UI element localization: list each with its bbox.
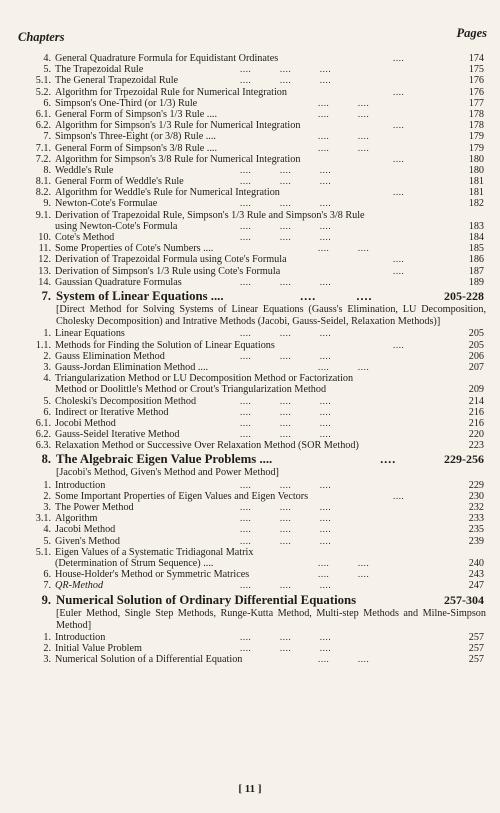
leader-dots: .... .... .... <box>240 631 332 642</box>
page-number-ref: 176 <box>468 75 484 87</box>
pages-heading: Pages <box>456 26 487 40</box>
section-number: 6.3. <box>35 440 51 452</box>
section-title: Gauss Elimination Method <box>55 350 165 362</box>
section-number: 11. <box>38 243 51 255</box>
section-title: General Quadrature Formula for Equidistant Ordinates <box>55 53 279 64</box>
section-title: House-Holder's Method or Symmetric Matrices <box>55 569 250 581</box>
section-number: 2. <box>43 350 51 362</box>
section-number: 1. <box>43 631 51 643</box>
page-number-ref: 187 <box>468 265 484 277</box>
section-title: Eigen Values of a Systematic Tridiagonal Matrix <box>55 546 254 558</box>
page-number-ref: 229 <box>468 479 484 491</box>
section-number: 6.2. <box>35 120 51 132</box>
section-row <box>0 254 500 265</box>
section-title: Introduction <box>55 631 106 643</box>
section-title: Jacobi Method <box>55 524 116 536</box>
page-number-ref: 178 <box>468 108 484 120</box>
section-title: Choleski's Decomposition Method <box>55 395 197 407</box>
section-row <box>0 266 500 277</box>
page-number-ref: 184 <box>468 232 484 244</box>
page-number-ref: 220 <box>468 429 484 441</box>
section-row <box>0 643 500 654</box>
section-title: Relaxation Method or Successive Over Relaxation Method (SOR Method) <box>55 440 359 452</box>
section-row <box>0 131 500 142</box>
section-title: Derivation of Trapezoidal Rule, Simpson's 1/3 Rule and Simpson's 3/8 Rule <box>55 209 365 221</box>
section-title: General Form of Weddle's Rule <box>55 176 184 188</box>
leader-dots: .... .... .... <box>240 479 332 490</box>
section-row <box>0 154 500 165</box>
page-number-ref: 257 <box>468 631 484 643</box>
section-title: Algorithm for Trpezoidal Rule for Numerical Integration <box>55 86 287 98</box>
section-title: Indirect or Iterative Method <box>55 406 169 418</box>
section-row <box>0 340 500 351</box>
leader-dots: .... .... <box>318 569 370 580</box>
section-row <box>0 210 500 232</box>
page-number-ref: 183 <box>468 220 484 232</box>
section-number: 10. <box>38 232 51 244</box>
section-row <box>0 580 500 591</box>
section-number: 9. <box>41 592 51 607</box>
section-title: The General Trapezoidal Rule <box>55 75 179 87</box>
section-number: 5. <box>43 535 51 547</box>
leader-dots: .... <box>380 452 397 467</box>
section-number: 5. <box>43 64 51 76</box>
leader-dots: .... .... .... <box>240 429 332 440</box>
section-row <box>0 418 500 429</box>
page-number-ref: 257-304 <box>444 592 484 607</box>
page-number-ref: 233 <box>468 513 484 525</box>
leader-dots: .... .... .... <box>240 524 332 535</box>
chapter-description: [Direct Method for Solving Systems of Linear Equations (Gauss's Elimination, LU Decomposition, Cholesky Decomposition) and Intrative Methods (Jacobi, Gauss-Seidel, Relaxation Methods)] <box>56 303 486 328</box>
page-number-ref: 175 <box>468 64 484 76</box>
section-number: 7.2. <box>35 153 51 165</box>
section-title: Some Important Properties of Eigen Values and Eigen Vectors <box>55 490 309 502</box>
section-number: 4. <box>43 524 51 536</box>
section-row <box>0 64 500 75</box>
section-title-continued: using Newton-Cote's Formula <box>55 220 178 232</box>
leader-dots: .... .... <box>318 97 370 108</box>
section-title: QR-Method <box>55 580 104 592</box>
leader-dots: .... .... .... <box>240 350 332 361</box>
page-number-ref: 178 <box>468 120 484 132</box>
section-title: Gaussian Quadrature Formulas <box>55 276 182 288</box>
leader-dots: .... .... <box>318 142 370 153</box>
page-number-ref: 216 <box>468 406 484 418</box>
section-title: Algorithm <box>55 513 98 525</box>
section-number: 5. <box>43 395 51 407</box>
section-title: Simpson's Three-Eight (or 3/8) Rule .... <box>55 131 216 143</box>
section-number: 4. <box>43 53 51 64</box>
section-number: 8. <box>43 164 51 176</box>
page-number-ref: 214 <box>468 395 484 407</box>
chapter-description: [Jacobi's Method, Given's Method and Power Method] <box>56 467 279 479</box>
section-number: 7. <box>43 131 51 143</box>
page-number-ref: 239 <box>468 535 484 547</box>
leader-dots: .... <box>393 339 405 350</box>
section-number: 5.2. <box>35 86 51 98</box>
chapter-row <box>0 289 500 304</box>
chapter-row <box>0 593 500 608</box>
leader-dots: .... .... <box>318 131 370 142</box>
section-row <box>0 547 500 569</box>
section-number: 7. <box>43 580 51 592</box>
section-title: Jocobi Method <box>55 417 116 429</box>
section-number: 7.1. <box>35 142 51 154</box>
page-number-ref: 216 <box>468 417 484 429</box>
section-row <box>0 109 500 120</box>
page-number-ref: 189 <box>468 276 484 288</box>
leader-dots: .... .... <box>318 108 370 119</box>
section-row <box>0 328 500 339</box>
leader-dots: .... <box>393 265 405 276</box>
section-title: Algorithm for Simpson's 3/8 Rule for Numerical Integration <box>55 153 301 165</box>
page-number: [ 11 ] <box>238 783 262 795</box>
section-row <box>0 176 500 187</box>
section-row <box>0 429 500 440</box>
section-title: Some Properties of Cote's Numbers .... <box>55 243 214 255</box>
section-row <box>0 502 500 513</box>
page-number-ref: 176 <box>468 86 484 98</box>
page-number-ref: 230 <box>468 490 484 502</box>
page-number-ref: 235 <box>468 524 484 536</box>
section-row <box>0 407 500 418</box>
section-title: Derivation of Simpson's 1/3 Rule using Cote's Formula <box>55 265 281 277</box>
section-number: 1. <box>43 479 51 491</box>
page-number-ref: 257 <box>468 654 484 666</box>
section-title-continued: (Determination of Strum Sequence) .... <box>55 557 214 569</box>
section-title: Triangularization Method or LU Decomposition Method or Factorization <box>55 373 354 385</box>
leader-dots: .... <box>393 254 405 265</box>
leader-dots: .... <box>393 187 405 198</box>
page-number-ref: 181 <box>468 176 484 188</box>
section-number: 12. <box>38 254 51 266</box>
page-number-ref: 182 <box>468 198 484 210</box>
section-title: Numerical Solution of Ordinary Differential Equations <box>56 592 357 607</box>
section-row <box>0 373 500 395</box>
section-number: 5.1. <box>35 546 51 558</box>
section-row <box>0 569 500 580</box>
section-number: 1.1. <box>35 339 51 351</box>
chapters-heading: Chapters <box>18 30 65 44</box>
section-title: Algorithm for Weddle's Rule for Numerical Integration <box>55 187 280 199</box>
section-number: 9. <box>43 198 51 210</box>
page-number-ref: 247 <box>468 580 484 592</box>
leader-dots: .... <box>393 53 405 63</box>
section-title: Numerical Solution of a Differential Equation <box>55 654 243 666</box>
section-title: Introduction <box>55 479 106 491</box>
section-title: General Form of Simpson's 3/8 Rule .... <box>55 142 217 154</box>
page-number-ref: 205 <box>468 328 484 340</box>
section-number: 5.1. <box>35 75 51 87</box>
leader-dots: .... .... .... <box>240 417 332 428</box>
section-row <box>0 491 500 502</box>
section-row <box>0 165 500 176</box>
leader-dots: .... .... .... <box>240 198 332 209</box>
section-number: 6.1. <box>35 108 51 120</box>
section-number: 3. <box>43 361 51 373</box>
section-row <box>0 98 500 109</box>
section-row <box>0 87 500 98</box>
section-title: The Power Method <box>55 502 134 514</box>
section-number: 7. <box>41 288 51 303</box>
section-number: 8.2. <box>35 187 51 199</box>
leader-dots: .... .... <box>300 288 373 303</box>
section-row <box>0 440 500 451</box>
section-row <box>0 480 500 491</box>
section-title: Given's Method <box>55 535 120 547</box>
section-row <box>0 187 500 198</box>
leader-dots: .... .... .... <box>240 643 332 654</box>
section-number: 6. <box>43 406 51 418</box>
leader-dots: .... <box>393 153 405 164</box>
section-title: Algorithm for Simpson's 1/3 Rule for Numerical Integration <box>55 120 301 132</box>
section-row <box>0 143 500 154</box>
page-number-ref: 206 <box>468 350 484 362</box>
section-row <box>0 53 500 64</box>
leader-dots: .... .... .... <box>240 395 332 406</box>
section-title: Derivation of Trapezoidal Formula using Cote's Formula <box>55 254 287 266</box>
section-title: Linear Equations <box>55 328 125 340</box>
section-title-continued: Method or Doolittle's Method or Crout's Triangularization Method <box>55 384 327 396</box>
section-number: 2. <box>43 490 51 502</box>
section-row <box>0 524 500 535</box>
section-row <box>0 513 500 524</box>
leader-dots: .... .... .... <box>240 406 332 417</box>
page-number-ref: 185 <box>468 243 484 255</box>
section-title: Weddle's Rule <box>55 164 114 176</box>
page-number-ref: 180 <box>468 153 484 165</box>
section-title: Newton-Cote's Formulae <box>55 198 158 210</box>
section-row <box>0 232 500 243</box>
section-number: 9.1. <box>35 209 51 221</box>
leader-dots: .... <box>393 86 405 97</box>
leader-dots: .... <box>393 490 405 501</box>
page-number-ref: 177 <box>468 97 484 109</box>
chapter-description: [Euler Method, Single Step Methods, Runge-Kutta Method, Multi-step Methods and Milne-Simpson Method] <box>56 607 486 631</box>
page-number-ref: 232 <box>468 502 484 514</box>
leader-dots: .... .... .... <box>240 232 332 243</box>
leader-dots: .... <box>393 120 405 131</box>
page-number-ref: 207 <box>468 361 484 373</box>
section-row <box>0 632 500 643</box>
section-row <box>0 120 500 131</box>
leader-dots: .... .... .... <box>240 176 332 187</box>
leader-dots: .... .... .... <box>240 164 332 175</box>
section-title: Simpson's One-Third (or 1/3) Rule <box>55 97 198 109</box>
section-row <box>0 75 500 86</box>
section-number: 6. <box>43 97 51 109</box>
page-number-ref: 240 <box>468 557 484 569</box>
leader-dots: .... .... .... <box>240 513 332 524</box>
page-number-ref: 223 <box>468 440 484 452</box>
page-number-ref: 243 <box>468 569 484 581</box>
page-number-ref: 229-256 <box>444 452 484 467</box>
section-number: 3. <box>43 654 51 666</box>
section-number: 8. <box>41 452 51 467</box>
section-number: 3. <box>43 502 51 514</box>
section-number: 2. <box>43 643 51 655</box>
section-number: 6.2. <box>35 429 51 441</box>
section-title: The Algebraic Eigen Value Problems .... <box>56 452 273 467</box>
section-row <box>0 536 500 547</box>
section-row <box>0 243 500 254</box>
section-number: 14. <box>38 276 51 288</box>
section-number: 6. <box>43 569 51 581</box>
page-number-ref: 205-228 <box>444 288 484 303</box>
page-number-ref: 179 <box>468 131 484 143</box>
section-number: 6.1. <box>35 417 51 429</box>
leader-dots: .... .... .... <box>240 64 332 75</box>
section-number: 4. <box>43 373 51 385</box>
section-row <box>0 277 500 288</box>
section-title: The Trapezoidal Rule <box>55 64 144 76</box>
section-title: Methods for Finding the Solution of Linear Equations <box>55 339 275 351</box>
table-of-contents <box>0 53 500 666</box>
page-number-ref: 174 <box>468 53 484 64</box>
page-number-ref: 257 <box>468 643 484 655</box>
section-title: Cote's Method <box>55 232 115 244</box>
section-number: 1. <box>43 328 51 340</box>
leader-dots: .... .... <box>318 557 370 568</box>
section-number: 8.1. <box>35 176 51 188</box>
section-title: Gauss-Seidel Iterative Method <box>55 429 180 441</box>
page-number-ref: 186 <box>468 254 484 266</box>
section-number: 13. <box>38 265 51 277</box>
section-title: Gauss-Jordan Elimination Method .... <box>55 361 209 373</box>
page-number-ref: 209 <box>468 384 484 396</box>
page-number-ref: 181 <box>468 187 484 199</box>
leader-dots: .... .... <box>318 243 370 254</box>
section-title: System of Linear Equations .... <box>56 288 224 303</box>
section-row <box>0 654 500 665</box>
page-number-ref: 205 <box>468 339 484 351</box>
section-title: Initial Value Problem <box>55 643 142 655</box>
leader-dots: .... .... .... <box>240 535 332 546</box>
leader-dots: .... .... .... <box>240 580 332 591</box>
leader-dots: .... .... <box>318 654 370 665</box>
chapter-row <box>0 452 500 467</box>
section-row <box>0 396 500 407</box>
section-row <box>0 362 500 373</box>
leader-dots: .... .... .... <box>240 502 332 513</box>
leader-dots: .... .... .... <box>240 75 332 86</box>
section-row <box>0 351 500 362</box>
leader-dots: .... .... .... <box>240 328 332 339</box>
leader-dots: .... .... .... <box>240 220 332 231</box>
page-number-ref: 179 <box>468 142 484 154</box>
leader-dots: .... .... .... <box>240 276 332 287</box>
leader-dots: .... .... <box>318 361 370 372</box>
section-number: 3.1. <box>35 513 51 525</box>
page-number-ref: 180 <box>468 164 484 176</box>
section-row <box>0 198 500 209</box>
section-title: General Form of Simpson's 1/3 Rule .... <box>55 108 217 120</box>
